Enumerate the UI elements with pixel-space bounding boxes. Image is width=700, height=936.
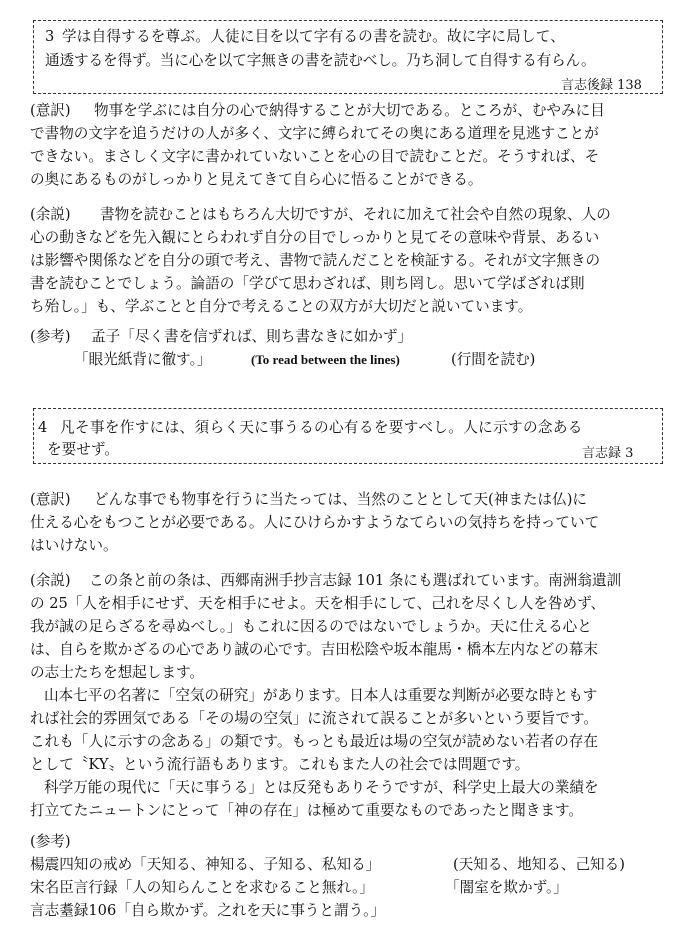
entry-3-yosetsu-line-5: ち殆し。」も、学ぶことと自分で考えることの双方が大切だと説いています。: [30, 298, 533, 315]
entry-3-source: 言志後録 138: [561, 78, 642, 93]
entry-4-yakui-line-1: どんな事でも物事を行うに当たっては、当然のこととして天(神または仏)に: [94, 491, 587, 508]
entry-3-yosetsu-line-4: 書を読むことでしょう。論語の「学びて思わざれば、則ち罔し。思いて学ばざれば則: [30, 275, 585, 292]
entry-3-number: 3: [45, 28, 55, 45]
entry-3-yakui-line-4: の奥にあるものがしっかりと見えてきて自ら心に悟ることができる。: [30, 171, 483, 188]
entry-4-number: 4: [38, 419, 48, 436]
entry-3-quote-line-1: 学は自得するを尊ぶ。人徒に目を以て字有るの書を読む。故に字に局して、: [62, 28, 565, 45]
entry-3-sanko-line-1: 孟子「尽く書を信ずれば、則ち書なきに如かず」: [91, 328, 413, 345]
entry-4-yosetsu-line-10: 科学万能の現代に「天に事うる」とは反発もありそうですが、科学史上最大の業績を: [44, 779, 599, 796]
entry-4-sanko-note-1: (天知る、地知る、己知る): [453, 856, 625, 873]
entry-3-quote-line-2: 通透するを得ず。当に心を以て字無きの書を読むべし。乃ち洞して自得する有らん。: [45, 52, 596, 69]
entry-3-sanko-english: (To read between the lines): [251, 352, 400, 367]
entry-4-yakui-label: (意訳): [30, 491, 71, 508]
entry-3-yosetsu-line-2: 心の動きなどを先入観にとらわれず自分の目でしっかりと見てその意味や背景、あるい: [30, 229, 600, 246]
entry-4-quote-line-1: 凡そ事を作すには、須らく天に事うるの心有るを要すべし。人に示すの念ある: [60, 419, 583, 436]
entry-4-yosetsu-line-9: として〝KY〟という流行語もあります。これもまた人の社会では問題です。: [30, 756, 530, 773]
entry-4-yosetsu-line-11: 打立てたニュートンにとって「神の存在」は極めて重要なものであったと聞きます。: [30, 802, 583, 819]
entry-4-sanko-label: (参考): [30, 833, 71, 850]
entry-4-yosetsu-line-6: 山本七平の名著に「空気の研究」があります。日本人は重要な判断が必要な時ともす: [44, 687, 598, 704]
entry-4-yakui-line-2: 仕える心をもつことが必要である。人にひけらかすようなてらいの気持ちを持っていて: [30, 514, 600, 531]
entry-3-sanko-note: (行間を読む): [451, 351, 536, 368]
entry-4-yosetsu-line-5: の志士たちを想起します。: [30, 664, 204, 681]
entry-3-yakui-label: (意訳): [30, 102, 71, 119]
entry-3-yosetsu-line-3: は影響や関係などを自分の頭で考え、書物で読んだことを検証する。それが文字無きの: [30, 252, 601, 269]
entry-4-yosetsu-line-2: の 25「人を相手にせず、天を相手にせよ。天を相手にして、己れを尽くし人を咎めず、: [30, 595, 606, 612]
entry-4-yakui-line-3: はいけない。: [30, 537, 118, 554]
entry-4-yosetsu-line-8: これも「人に示すの念ある」の類です。もっとも最近は場の空気が読めない若者の存在: [30, 733, 598, 750]
entry-4-yosetsu-line-4: は、自らを欺かざるの心であり誠の心です。吉田松陰や坂本龍馬・橋本左内などの幕末: [30, 641, 598, 658]
entry-3-yosetsu-label: (余説): [30, 206, 71, 223]
entry-4-sanko-line-2: 宋名臣言行録「人の知らんことを求むること無れ。」: [30, 879, 374, 896]
entry-3-sanko-label: (参考): [30, 328, 71, 345]
entry-4-sanko-line-1: 楊震四知の戒め「天知る、神知る、子知る、私知る」: [30, 856, 381, 873]
entry-4-quote-line-2: を要せず。: [47, 441, 119, 458]
entry-3-sanko-quote: 「眼光紙背に徹す。」: [74, 351, 212, 368]
entry-3-yakui-line-2: で書物の文字を追うだけの人が多く、文字に縛られてその奥にある道理を見逃すことが: [30, 125, 599, 142]
entry-4-yosetsu-line-7: れば社会的雰囲気である「その場の空気」に流されて誤ることが多いという要旨です。: [30, 710, 598, 727]
entry-4-yosetsu-line-1: この条と前の条は、西郷南洲手抄言志録 101 条にも選ばれています。南洲翁遺訓: [89, 572, 622, 589]
entry-4-yosetsu-line-3: 我が誠の足らざるを尋ぬべし。」もこれに因るのではないでしょうか。天に仕える心と: [30, 618, 592, 635]
entry-3-yakui-line-3: できない。まさしく文字に書かれていないことを心の目で読むことだ。そうすれば、そ: [30, 148, 600, 165]
entry-3-yosetsu-line-1: 書物を読むことはもちろん大切ですが、それに加えて社会や自然の現象、人の: [100, 206, 611, 223]
entry-4-yosetsu-label: (余説): [30, 572, 71, 589]
entry-4-sanko-note-2: 「闇室を欺かず。」: [445, 879, 568, 896]
entry-3-yakui-line-1: 物事を学ぶには自分の心で納得することが大切である。ところが、むやみに目: [94, 102, 605, 119]
entry-4-source: 言志録 3: [582, 446, 634, 461]
entry-4-sanko-line-3: 言志耋録106「自ら欺かず。之れを天に事うと謂う。」: [30, 902, 386, 919]
